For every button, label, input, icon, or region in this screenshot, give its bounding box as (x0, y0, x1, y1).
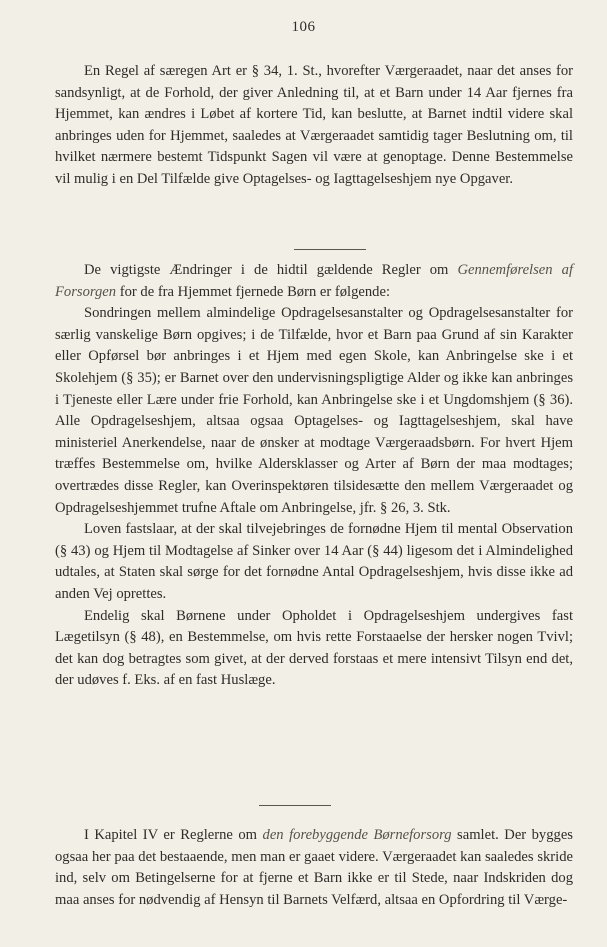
paragraph: Sondringen mellem almindelige Opdragelsesanstalter og Opdragelsesanstalter for særlig vanskelige Børn opgives; i de Tilfælde, hvor et Barn paa Grund af sin Karakter eller Opførsel bør anbringes i et Hjem med egen Skole, kan Anbringelse ske i et Skolehjem (§ 35); er Barnet over den undervisningspligtige Alder og ikke kan anbringes i Tjeneste eller Lære under frie Forhold, kan Anbringelse ske i et Ungdomshjem (§ 36). Alle Opdragelseshjem, altsaa ogsaa Optagelses- og Iagttagelseshjem, skal have ministeriel Anerkendelse, naar de ønsker at modtage Værgeraadsbørn. For hvert Hjem træffes Bestemmelse om, hvilke Aldersklasser og Arter af Børn der maa modtages; overtrædes disse Regler, kan Overinspektøren tilsidesætte den mellem Værgeraadet og Opdragelseshjemmet trufne Aftale om Anbringelse, jfr. § 26, 3. Stk. (55, 305, 573, 516)
paragraph: Loven fastslaar, at der skal tilvejebringes de fornødne Hjem til mental Observation (§ 43) og Hjem til Modtagelse af Sinker over 14 Aar (§ 44) ligesom det i Almindelighed udtales, at Staten skal sørge for det fornødne Antal Opdragelseshjem, hvis disse ikke ad anden Vej oprettes. (55, 521, 573, 602)
paragraph-text: for de fra Hjemmet fjernede Børn er følgende: (116, 283, 390, 300)
paragraph: Endelig skal Børnene under Opholdet i Opdragelseshjem undergives fast Lægetilsyn (§ 48), en Bestemmelse, om hvis rette Forstaaelse der hersker nogen Tvivl; det kan dog betragtes som givet, at der derved forstaas et mere intensivt Tilsyn end det, der udøves f. Eks. af en fast Huslæge. (55, 607, 573, 689)
text-block-1 (55, 61, 573, 191)
page-number: 106 (291, 19, 316, 35)
paragraph (55, 260, 573, 303)
paragraph: En Regel af særegen Art er § 34, 1. St., hvorefter Værgeraadet, naar det anses for sandsynligt, at de Forhold, der giver Anledning til, at et Barn under 14 Aar fjernes fra Hjemmet, kan ændres i Løbet af kortere Tid, kan beslutte, at Barnet indtil videre skal anbringes uden for Hjemmet, saaledes at Værgeraadet samtidig tager Beslutning om, til hvilket nærmere bestemt Tidspunkt Sagen vil være at genoptage. Denne Bestemmelse vil mulig i en Del Tilfælde give Optagelses- og Iagttagelseshjem nye Opgaver. (55, 63, 573, 187)
section-divider (294, 249, 366, 250)
emphasized-phrase: Gennemførelsen af Forsorgen (55, 262, 573, 300)
paragraph-text: I Kapitel IV er Reglerne om (84, 827, 263, 843)
section-divider (259, 805, 331, 806)
paragraph-text: samlet. Der bygges ogsaa her paa det bestaaende, men man er gaaet videre. Værgeraadet kan saaledes skride ind, selv om Betingelserne for at fjerne et Barn ikke er til Stede, naar Indskriden dog maa anses for nødvendig af Hensyn til Barnets Velfærd, altsaa en Opfordring til Værge- (55, 827, 573, 908)
text-block-2 (55, 260, 573, 692)
paragraph-text: De vigtigste Ændringer i de hidtil gældende Regler om (84, 262, 458, 278)
paragraph (55, 825, 573, 911)
text-block-3 (55, 825, 573, 911)
emphasized-phrase: den forebyggende Børneforsorg (262, 827, 452, 843)
